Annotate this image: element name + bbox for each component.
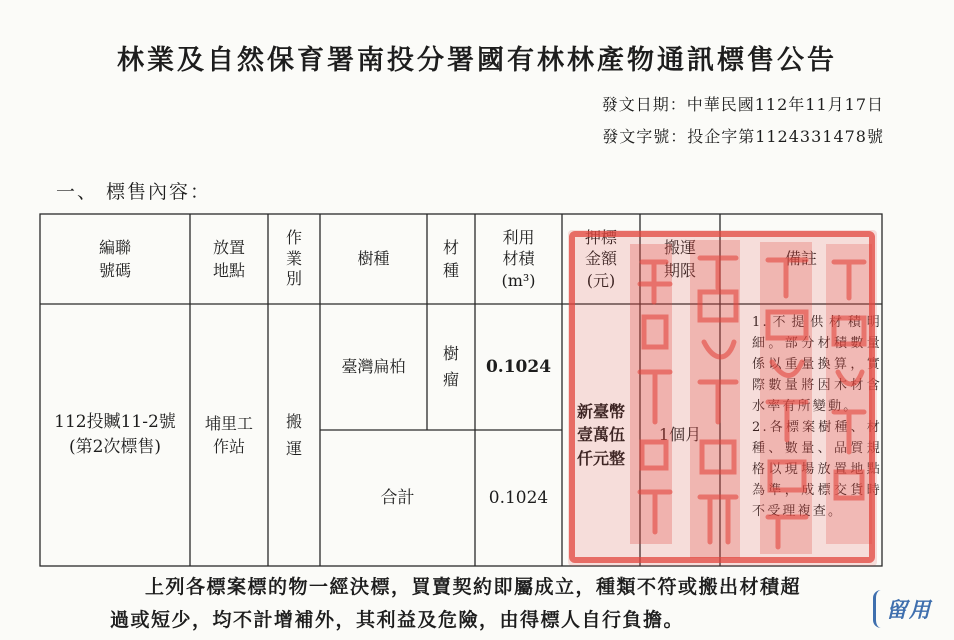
header-work-type: 作 業 別 [285,227,302,289]
remark-item: 1.不提供材積明細。部分材積數量係以重量換算，實際數量將因木材含水率有所變動。 [752,315,882,414]
header-material: 材 種 [442,237,459,280]
section-heading: 一、 標售內容： [56,181,212,203]
work-type: 搬 運 [285,411,302,458]
footer-line-2: 過或短少，均不計增補外，其利益及危險，由得標人自行負擔。 [110,609,685,631]
footer-line-1: 上列各標案標的物一經決標，買賣契約即屬成立，種類不符或搬出材積超 [145,576,802,598]
deposit-amount: 新臺幣 壹萬伍 仟元整 [576,402,625,468]
material: 樹 瘤 [442,344,459,389]
header-lot-number: 編聯 號碼 [98,237,131,280]
header-location: 放置 地點 [212,237,245,280]
header-volume: 利用 材積 (m³) [501,227,536,290]
header-period: 搬運 期限 [663,237,696,280]
location: 埔里工 作站 [204,413,253,456]
issue-date: 發文日期：中華民國112年11月17日 [601,95,884,114]
document-title: 林業及自然保育署南投分署國有林林產物通訊標售公告 [117,45,837,76]
remarks-list [752,312,882,522]
issue-number: 發文字號：投企字第1124331478號 [602,127,884,146]
volume: 0.1024 [485,356,552,377]
header-species: 樹種 [357,249,390,269]
header-deposit: 押標 金額 (元) [584,227,617,290]
total-label: 合計 [380,487,415,508]
total-volume: 0.1024 [488,487,549,508]
liuyong-stamp: 留用 [873,590,942,628]
lot-number: 112投贓11-2號 (第2次標售) [54,412,176,457]
transport-period: 1個月 [658,425,702,445]
remark-item: 2.各標案樹種、材種、數量、品質規格以現場放置地點為準，成標交貨時不受理複查。 [752,420,882,519]
header-remarks: 備註 [784,249,817,269]
species: 臺灣扁柏 [341,357,406,377]
